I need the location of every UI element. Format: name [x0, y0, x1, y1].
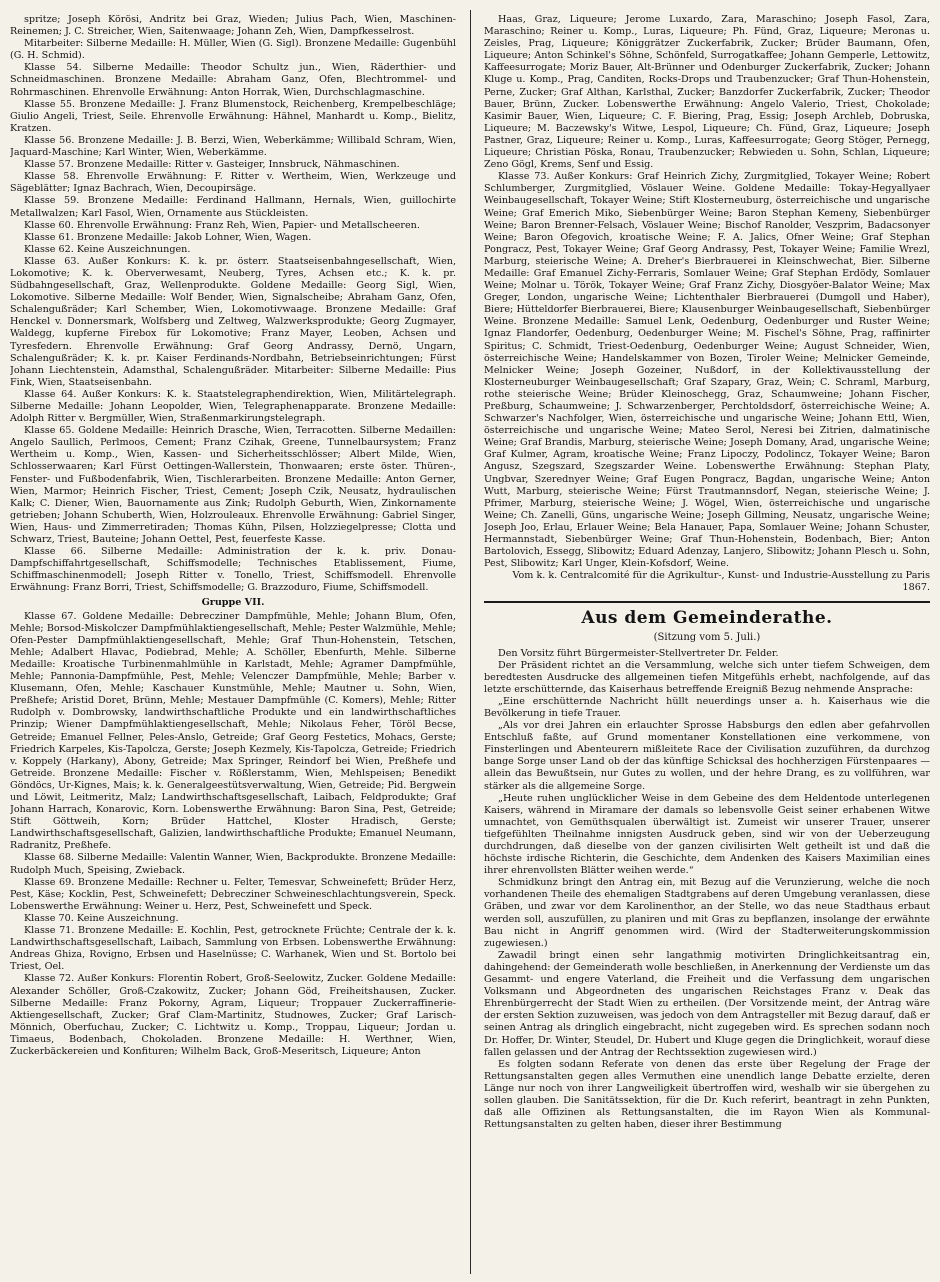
right-column	[484, 14, 930, 1272]
article-paragraph: „Als vor drei Jahren ein erlauchter Sprosse Habsburgs den edlen aber gefahrvollen Entschluß faßte, auf Grund momentaner Konstellationen eine verkommene, von Finsterlingen und Abenteurern mißleitete Race der Civilisation zuzuführen, da durchzog bange Sorge unser Land ob der das künftige Schicksal des hochherzigen Fürstenpaares — allein das Bewußtsein, nur Gutes zu wollen, und der hehre Drang, es zu vollführen, war stärker als die allgemeine Sorge.	[484, 720, 930, 792]
signature: Vom k. k. Centralcomité für die Agrikultur-, Kunst- und Industrie-Ausstellung zu Paris 1867.	[512, 570, 930, 594]
article-paragraph: Der Präsident richtet an die Versammlung, welche sich unter tiefem Schweigen, dem beredtesten Ausdrucke des allgemeinen tiefen Mitgefühls erhebt, nachfolgende, auf das letzte erschütternde, das Kaiserhaus betreffende Ereigniß Bezug nehmende Ansprache:	[484, 659, 930, 695]
article-subtitle: (Sitzung vom 5. Juli.)	[653, 631, 761, 643]
section-separator	[484, 601, 930, 603]
article-title: Aus dem Gemeinderathe.	[581, 607, 833, 628]
paragraph: Klasse 65. Goldene Medaille: Heinrich Drasche, Wien, Terracotten. Silberne Medaillen: Angelo Saullich, Perlmoos, Cement; Franz Czihak, Greene, Tunnelbaursystem; Franz Wertheim u. Komp., Wien, Kassen- und Sicherheitsschlösser; Albert Milde, Wien, Schlosserwaaren; Karl Fürst Oettingen-Wallerstein, Thonwaaren; erste öster. Thüren-, Fenster- und Fußbodenfabrik, Wien, Tischlerarbeiten. Bronzene Medaille: Anton Gerner, Wien, Marmor; Heinrich Fischer, Triest, Cement; Joseph Czik, Neusatz, hydraulischen Kalk; C. Diener, Wien, Bauornamente aus Zink; Rudolph Geburth, Wien, Zinkornamente getrieben; Johann Schuberth, Wien, Holzrouleaux. Ehrenvolle Erwähnung: Gabriel Singer, Wien, Haus- und Zimmerretiraden; Thomas Kühn, Pilsen, Holzziegelpresse; Clotta und Schwarz, Triest, Bauteine; Johann Oettel, Pest, feuerfeste Kasse.	[10, 425, 456, 546]
paragraph: Klasse 73. Außer Konkurs: Graf Heinrich Zichy, Zurgmitglied, Tokayer Weine; Robert Schlumberger, Zurgmitglied, Vöslauer Weine. Goldene Medaille: Tokay-Hegyallyaer Weinbaugesellschaft, Tokayer Weine; Stift Klosterneuburg, österreichische und ungarische Weine; Graf Emerich Miko, Siebenbürger Weine; Baron Stephan Kemeny, Siebenbürger Weine; Baron Brenner-Felsach, Vöslauer Weine; Bischof Ranolder, Veszprim, Badacsonyer Weine; Baron Ofegovich, kroatische Weine; F. A. Jalics, Ofner Weine; Graf Stephan Pongracz, Pest, Tokayer Weine; Graf Georg Andrassy, Pest, Tokayer Weine; Familie Wrezl, Marburg, steierische Weine; A. Dreher's Bierbrauerei in Kleinschwechat, Bier. Silberne Medaille: Graf Emanuel Zichy-Ferraris, Somlauer Weine; Graf Stephan Erdödy, Somlauer Weine; Molnar u. Török, Tokayer Weine; Graf Franz Zichy, Diosgyöer-Balator Weine; Max Greger, London, ungarische Weine; Lichtenthaler Bierbrauerei (Dumgoll und Haber), Biere; Hütteldorfer Bierbrauerei, Biere; Klausenburger Weinbaugesellschaft, Siebenbürger Weine. Bronzene Medaille: Samuel Lenk, Oedenburg, Oedenburger und Ruster Weine; Ignaz Flandorfer, Oedenburg, Oedenburger Weine; M. Fischel's Söhne, Prag, raffinirter Spiritus; C. Schmidt, Triest-Oedenburg, Oedenburger Weine; August Schneider, Wien, österreichische Weine; Handelskammer von Bozen, Tiroler Weine; Melnicker Gemeinde, Melnicker Weine; Joseph Gozeiner, Nußdorf, in der Kollektivausstellung der Klosterneuburger Weinbaugesellschaft; Graf Szapary, Graz, Wein; C. Schraml, Marburg, rothe steierische Weine; Brüder Kleinoschegg, Graz, Schaumweine; Johann Fischer, Preßburg, Schaumweine; J. Schwarzenberger, Perchtoldsdorf, österreichische Weine; A. Schwarzer's Nachfolger, Wien, österreichische und ungarische Weine; Johann Ettl, Wien, österreichische und ungarische Weine; Mateo Serol, Neresi bei Zitrien, dalmatinische Weine; Graf Brandis, Marburg, steierische Weine; Joseph Domany, Arad, ungarische Weine; Graf Kulmer, Agram, kroatische Weine; Franz Lipoczy, Podolincz, Tokayer Weine; Baron Angusz, Szegszard, Szegszarder Weine. Lobenswerthe Erwähnung: Stephan Platy, Ungbvar, Szerednyer Weine; Graf Eugen Pongracz, Bagdan, ungarische Weine; Anton Wutt, Marburg, steierische Weine; Fürst Trautmannsdorf, Negan, steierische Weine; J. Pfrimer, Marburg, steierische Weine; J. Wögel, Wien, österreichische und ungarische Weine; Ch. Zanelli, Güns, ungarische Weine; Joseph Gillming, Neusatz, ungarische Weine; Joseph Joo, Erlau, Erlauer Weine; Bela Hanauer, Papa, Somlauer Weine; Johann Schuster, Hermannstadt, Siebenbürger Weine; Graf Thun-Hohenstein, Bodenbach, Bier; Anton Bartolovich, Essegg, Slibowitz; Eduard Adenzay, Lanjero, Slibowitz; Johann Plesch u. Sohn, Pest, Slibowitz; Karl Unger, Klein-Kofsdorf, Weine.	[484, 171, 930, 570]
paragraph: Klasse 60. Ehrenvolle Erwähnung: Franz Reh, Wien, Papier- und Metallscheeren.	[24, 219, 420, 231]
paragraph: Haas, Graz, Liqueure; Jerome Luxardo, Zara, Maraschino; Joseph Fasol, Zara, Maraschino; Reiner u. Komp., Luras, Liqueure; Ph. Fünd, Graz, Liqueure; Meronas u. Zeisles, Prag, Liqueure; Königgrätzer Zuckerfabrik, Zucker; Brüder Baumann, Ofen, Liqueure; Anton Schinkel's Söhne, Schönfeld, Surrogatkaffee; Johann Gemperle, Lettowitz, Kaffeesurrogate; Moriz Bauer, Alt-Brünner und Odenburger Zuckerfabrik, Zucker; Johann Kluge u. Komp., Prag, Canditen, Rocks-Drops und Traubenzucker; Graf Thun-Hohenstein, Perne, Zucker; Graf Althan, Karlsthal, Zucker; Banzdorfer Zuckerfabrik, Zucker; Theodor Bauer, Brünn, Zucker. Lobenswerthe Erwähnung: Angelo Valerio, Triest, Chokolade; Kasimir Bauer, Wien, Liqueure; C. F. Biering, Prag, Essig; Joseph Archleb, Dobruska, Liqueure; M. Baczewsky's Witwe, Lespol, Liqueure; Ch. Fünd, Graz, Liqueure; Joseph Pastner, Graz, Liqueure; Reiner u. Komp., Luras, Kaffeesurrogate; Georg Stöger, Pernegg, Liqueure; Christian Pöska, Ronau, Traubenzucker; Rebwieden u. Sohn, Schlan, Liqueure; Zeno Gögl, Krems, Senf und Essig.	[484, 14, 930, 171]
paragraph: Klasse 68. Silberne Medaille: Valentin Wanner, Wien, Backprodukte. Bronzene Medaille: Rudolph Much, Speising, Zwieback.	[10, 852, 456, 876]
paragraph: Klasse 58. Ehrenvolle Erwähnung: F. Ritter v. Wertheim, Wien, Werkzeuge und Sägeblätter; Ignaz Bachrach, Wien, Decoupirsäge.	[10, 171, 456, 195]
paragraph: Klasse 63. Außer Konkurs: K. k. pr. österr. Staatseisenbahngesellschaft, Wien, Lokomotive; K. k. Oberverwesamt, Neuberg, Tyres, Achsen etc.; K. k. pr. Südbahngesellschaft, Graz, Wellenprodukte. Goldene Medaille: Georg Sigl, Wien, Lokomotive. Silberne Medaille: Wolf Bender, Wien, Signalscheibe; Abraham Ganz, Ofen, Schalengußräder; Karl Schember, Wien, Lokomotivwaage. Bronzene Medaille: Graf Henckel v. Donnersmark, Wolfsberg und Zeltweg, Walzwerksprodukte; Georg Zugmayer, Waldegg, kupferne Firebox für Lokomotive; Franz Mayer, Leoben, Achsen und Tyresfedern. Ehrenvolle Erwähnung: Graf Georg Andrassy, Dernö, Ungarn, Schalengußräder; K. k. pr. Kaiser Ferdinands-Nordbahn, Betriebseinrichtungen; Fürst Johann Liechtenstein, Adamsthal, Schalengußräder. Mitarbeiter: Silberne Medaille: Pius Fink, Wien, Staatseisenbahn.	[10, 255, 456, 388]
paragraph: Klasse 62. Keine Auszeichnungen.	[24, 243, 191, 255]
paragraph: spritze; Joseph Körösi, Andritz bei Graz, Wieden; Julius Pach, Wien, Maschinen-Reinemen; J. C. Streicher, Wien, Saitenwaage; Johann Zeh, Wien, Dampfkesselrost.	[10, 14, 456, 38]
article-paragraph: Den Vorsitz führt Bürgermeister-Stellvertreter Dr. Felder.	[498, 647, 779, 659]
article-paragraph: Es folgten sodann Referate von denen das erste über Regelung der Frage der Rettungsanstalten gegen alles Vermuthen eine unendlich lange Debatte erzielte, deren Länge nur noch von ihrer Langweiligkeit übertroffen wird, weshalb wir sie übergehen zu sollen glauben. Die Sanitätssektion, für die Dr. Kuch referirt, beantragt in zehn Punkten, daß alle Offizinen als Rettungsanstalten, die im Rayon Wien als Kommunal-Rettungsanstalten zu gelten haben, dieser ihrer Bestimmung	[484, 1058, 930, 1131]
article-paragraph: Zawadil bringt einen sehr langathmig motivirten Dringlichkeitsantrag ein, dahingehend: der Gemeinderath wolle beschließen, in Anerkennung der Verdienste um das Gesammt- und engere Vaterland, die Freiheit und die Verfassung dem ungarischen Volksmann und Abgeordneten des ungarischen Reichstages Franz v. Deak das Ehrenbürgerrecht der Stadt Wien zu ertheilen. (Der Vorsitzende meint, der Antrag wäre der ersten Sektion zuzuweisen, was jedoch von dem Antragsteller mit Bezug darauf, daß er seinen Antrag als dringlich eingebracht, nicht zugegeben wird. Es sprechen sodann noch Dr. Hoffer, Dr. Winter, Steudel, Dr. Hubert und Kluge gegen die Dringlichkeit, worauf diese fallen gelassen und der Antrag der Rechtssektion zugewiesen wird.)	[484, 949, 930, 1058]
group-heading: Gruppe VII.	[201, 596, 265, 608]
paragraph: Mitarbeiter: Silberne Medaille: H. Müller, Wien (G. Sigl). Bronzene Medaille: Gugenbühl (G. H. Schmid).	[10, 38, 456, 62]
paragraph: Klasse 70. Keine Auszeichnung.	[24, 912, 179, 924]
article-paragraph: „Eine erschütternde Nachricht hüllt neuerdings unser a. h. Kaiserhaus wie die Bevölkerung in tiefe Trauer.	[484, 695, 930, 719]
paragraph: Klasse 61. Bronzene Medaille: Jakob Lohner, Wien, Wagen.	[24, 231, 312, 243]
paragraph: Klasse 66. Silberne Medaille: Administration der k. k. priv. Donau-Dampfschiffahrtgesellschaft, Schiffsmodelle; Technisches Etablissement, Fiume, Schiffmaschinenmodell; Joseph Ritter v. Tonello, Triest, Schiffsmodell. Ehrenvolle Erwähnung: Franz Borri, Triest, Schiffsmodelle; G. Brazzoduro, Fiume, Schiffsmodell.	[10, 546, 456, 594]
paragraph: Klasse 59. Bronzene Medaille: Ferdinand Hallmann, Hernals, Wien, guillochirte Metallwalzen; Karl Fasol, Wien, Ornamente aus Stückleisten.	[10, 195, 456, 219]
left-column	[10, 14, 456, 1272]
paragraph: Klasse 56. Bronzene Medaille: J. B. Berzi, Wien, Weberkämme; Willibald Schram, Wien, Jaquard-Maschine; Karl Winter, Wien, Weberkämme.	[10, 134, 456, 159]
column-divider	[470, 10, 471, 1274]
article-paragraph: Schmidkunz bringt den Antrag ein, mit Bezug auf die Verunzierung, welche die noch vorhandenen Theile des ehemaligen Stadtgrabens auf deren Umgebung veranlassen, diese Gräben, und zwar vor dem Karolinenthor, an der Stelle, wo das neue Stadthaus erbaut werden soll, auszufüllen, zu planiren und mit Gras zu bepflanzen, insolange der erwähnte Bau nicht in Angriff genommen wird. (Wird der Stadterweiterungskommission zugewiesen.)	[484, 877, 930, 949]
paragraph: Klasse 69. Bronzene Medaille: Rechner u. Felter, Temesvar, Schweinefett; Brüder Herz, Pest, Käse; Kocklin, Pest, Schweinefett; Debrecziner Schweineschlachtungsverein, Speck. Lobenswerthe Erwähnung: Weiner u. Herz, Pest, Schweinefett und Speck.	[10, 876, 456, 912]
paragraph: Klasse 55. Bronzene Medaille: J. Franz Blumenstock, Reichenberg, Krempelbeschläge; Giulio Angeli, Triest, Seile. Ehrenvolle Erwähnung: Hähnel, Manhardt u. Komp., Bielitz, Kratzen.	[10, 98, 456, 134]
paragraph: Klasse 54. Silberne Medaille: Theodor Schultz jun., Wien, Räderthier- und Schneidmaschinen. Bronzene Medaille: Abraham Ganz, Ofen, Blechtrommel- und Rohrmaschinen. Ehrenvolle Erwähnung: Anton Horrak, Wien, Durchschlagmaschine.	[10, 62, 456, 98]
paragraph: Klasse 71. Bronzene Medaille: E. Kochlin, Pest, getrocknete Früchte; Centrale der k. k. Landwirthschaftsgesellschaft, Laibach, Sammlung von Erbsen. Lobenswerthe Erwähnung: Andreas Ghiza, Rovigno, Erbsen und Haselnüsse; C. Warhanek, Wien und St. Bortolo bei Triest, Oel.	[10, 925, 456, 973]
article-paragraph: „Heute ruhen unglücklicher Weise in dem Gebeine des dem Heldentode unterlegenen Kaisers, während in Miramare der damals so lebensvolle Geist seiner erhabenen Witwe umnachtet, von Gemüthsqualen überwältigt ist. Zumeist wir unserer Trauer, unserer tiefgefühlten Theilnahme innigsten Ausdruck geben, sind wir von der Ueberzeugung durchdrungen, daß dieselbe von der ganzen civilisirten Welt getheilt ist und daß die höchste irdische Richterin, die Geschichte, dem Andenken des Kaisers Maximilian eines ihrer ehrenvollsten Blätter weihen werde.“	[484, 792, 930, 877]
paragraph: Klasse 64. Außer Konkurs: K. k. Staatstelegraphendirektion, Wien, Militärtelegraph. Silberne Medaille: Johann Leopolder, Wien, Telegraphenapparate. Bronzene Medaille: Adolph Ritter v. Bergmüller, Wien, Straßenmarkirungstelegraph.	[10, 388, 456, 425]
paragraph: Klasse 67. Goldene Medaille: Debrecziner Dampfmühle, Mehle; Johann Blum, Ofen, Mehle; Borsod-Miskolczer Dampfmühlaktiengesellschaft, Mehle; Pester Walzmühle, Mehle; Ofen-Pester Dampfmühlaktiengesellschaft, Mehle; Graf Thun-Hohenstein, Tetschen, Mehle; Adalbert Hlavac, Podiebrad, Mehle; A. Schöller, Ebenfurth, Mehle. Silberne Medaille: Kroatische Turbinenmahlmühle in Karlstadt, Mehle; Agramer Dampfmühle, Mehle; Pannonia-Dampfmühle, Pest, Mehle; Velenczer Dampfmühle, Mehle; Barber v. Klusemann, Ofen, Mehle; Kaschauer Kunstmühle, Mehle; Mautner u. Sohn, Wien, Preßhefe; Aristid Doret, Brünn, Mehle; Mestauer Dampfmühle (C. Komers), Mehle; Ritter Rudolph v. Dombrowsky, landwirthschaftliche Produkte und ein landwirthschaftliches Prinzip; Wiener Dampfmühlaktiengesellschaft, Mehle; Nikolaus Feher, Töröl Becse, Getreide; Emanuel Fellner, Peles-Anslo, Getreide; Graf Georg Festetics, Mohacs, Gerste; Friedrich Karpeles, Kis-Tapolcza, Gerste; Joseph Kezmely, Kis-Tapolcza, Getreide; Friedrich v. Koppely (Harkany), Abony, Getreide; Max Springer, Reindorf bei Wien, Preßhefe und Getreide. Bronzene Medaille: Fischer v. Rößlerstamm, Wien, Mehlspeisen; Benedikt Göndöcs, Ur-Kignes, Mais; k. k. Generalgeestütsverwaltung, Wien, Getreide; Pid. Bergwein und Löwit, Leitmeritz, Malz; Landwirthschaftsgesellschaft, Laibach, Feldprodukte; Graf Johann Harrach, Konarovic, Korn. Lobenswerthe Erwähnung: Baron Sina, Pest, Getreide; Stift Göttweih, Korn; Brüder Hattchel, Kloster Hradisch, Gerste; Landwirthschaftsgesellschaft, Galizien, landwirthschaftliche Produkte; Emanuel Neumann, Radranitz, Preßhefe.	[10, 610, 456, 852]
paragraph: Klasse 72. Außer Konkurs: Florentin Robert, Groß-Seelowitz, Zucker. Goldene Medaille: Alexander Schöller, Groß-Czakowitz, Zucker; Johann Göd, Freiheitshausen, Zucker. Silberne Medaille: Franz Pokorny, Agram, Liqueur; Troppauer Zuckerraffinerie-Aktiengesellschaft, Zucker; Graf Clam-Martinitz, Studnowes, Zucker; Graf Larisch-Mönnich, Oberfuchau, Zucker; C. Lichtwitz u. Komp., Troppau, Liqueur; Jordan u. Timaeus, Bodenbach, Chokoladen. Bronzene Medaille: H. Werthner, Wien, Zuckerbäckereien und Konfituren; Wilhelm Back, Groß-Meseritsch, Liqueure; Anton	[10, 973, 456, 1057]
paragraph: Klasse 57. Bronzene Medaille: Ritter v. Gasteiger, Innsbruck, Nähmaschinen.	[24, 159, 400, 171]
